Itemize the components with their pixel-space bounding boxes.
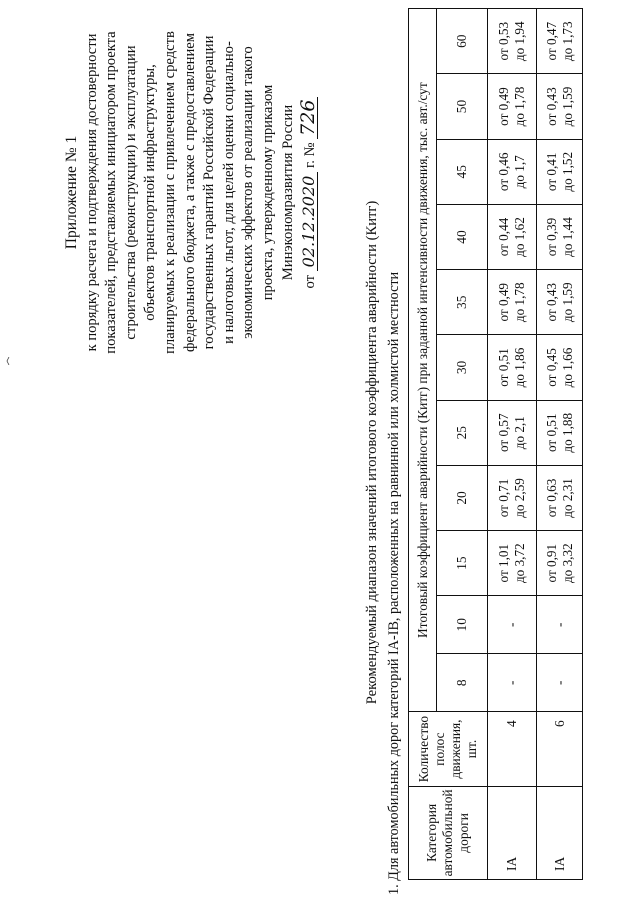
header-lanes: Количество полос движения, шт. xyxy=(409,712,488,787)
appendix-line: государственных гарантий Российской Федерации xyxy=(201,35,218,350)
coefficient-cell xyxy=(537,139,583,204)
intensity-header: 45 xyxy=(437,139,488,204)
range-to: до 1,88 xyxy=(559,412,575,453)
range-to: до 3,32 xyxy=(559,543,575,584)
appendix-line: показателей, представляемых инициатором проекта xyxy=(103,31,120,354)
appendix-line: к порядку расчета и подтверждения достоверности xyxy=(83,33,100,352)
range-from: от 0,43 xyxy=(543,282,559,322)
range-to: до 1,86 xyxy=(512,347,527,388)
coefficient-cell xyxy=(488,9,537,74)
coefficient-cell xyxy=(488,139,537,204)
order-reference xyxy=(297,97,321,289)
from-label: от xyxy=(302,274,319,289)
range-from: от 0,57 xyxy=(496,413,511,452)
range-to: до 3,72 xyxy=(512,543,527,584)
range-to: до 1,62 xyxy=(512,217,527,257)
intensity-header: 60 xyxy=(437,9,488,74)
intensity-header: 50 xyxy=(437,74,488,139)
intensity-header: 20 xyxy=(437,465,488,530)
appendix-line: экономических эффектов от реализации такого xyxy=(240,46,257,339)
row-category: IA xyxy=(488,786,537,879)
header-category: Категория автомобильной дороги xyxy=(409,786,488,879)
coefficient-cell xyxy=(537,400,583,465)
range-to: до 2,31 xyxy=(559,478,575,518)
range-from: от 0,45 xyxy=(543,348,559,387)
row-lanes: 4 xyxy=(488,712,537,787)
intensity-header: 8 xyxy=(437,654,488,712)
margin-mark xyxy=(6,357,10,365)
range-from: от 0,41 xyxy=(543,152,559,192)
coefficient-cell xyxy=(537,596,583,654)
range-to: до 1,66 xyxy=(559,347,575,388)
coefficient-cell xyxy=(537,335,583,400)
coefficient-cell xyxy=(537,465,583,530)
coefficient-cell xyxy=(537,9,583,74)
appendix-line: и налоговых льгот, для целей оценки социально- xyxy=(220,41,237,344)
appendix-line: проекта, утвержденному приказом xyxy=(259,84,276,301)
range-to: до 2,1 xyxy=(512,416,527,450)
row-category: IA xyxy=(537,786,583,879)
table-row xyxy=(488,9,537,880)
range-from: от 0,53 xyxy=(496,21,511,61)
table-row xyxy=(537,9,583,880)
coefficient-cell xyxy=(488,531,537,596)
coefficient-cell xyxy=(537,270,583,335)
intensity-header: 25 xyxy=(437,400,488,465)
coefficient-cell xyxy=(488,400,537,465)
handwritten-number: 726 xyxy=(300,97,318,139)
range-to: до 1,78 xyxy=(512,86,527,127)
range-to: до 2,59 xyxy=(512,478,527,518)
coefficient-table xyxy=(408,8,583,880)
range-to: до 1,7 xyxy=(512,155,527,189)
year-number-label: г. № xyxy=(302,142,319,169)
row-lanes: 6 xyxy=(537,712,583,787)
range-from: от 0,63 xyxy=(543,478,559,518)
range-from: от 0,51 xyxy=(543,413,559,452)
appendix-title: Приложение № 1 xyxy=(63,135,80,250)
value-line: - xyxy=(551,680,567,685)
coefficient-cell xyxy=(537,74,583,139)
range-from: от 0,43 xyxy=(543,87,559,126)
table-heading: Рекомендуемый диапазон значений итогового коэффициента аварийности (Китг) xyxy=(364,200,380,705)
table-subheading: 1. Для автомобильных дорог категорий IA-IB, расположенных на равнинной или холмистой местности xyxy=(386,271,402,895)
coefficient-cell xyxy=(537,531,583,596)
coefficient-cell xyxy=(537,204,583,269)
coefficient-cell xyxy=(488,335,537,400)
range-from: от 1,01 xyxy=(496,543,511,583)
intensity-header: 30 xyxy=(437,335,488,400)
appendix-block xyxy=(62,0,321,385)
range-from: от 0,44 xyxy=(496,217,511,257)
value-line: - xyxy=(504,680,519,685)
range-from: от 0,71 xyxy=(496,478,511,518)
range-from: от 0,46 xyxy=(496,152,511,192)
value-line: - xyxy=(504,622,519,627)
coefficient-cell xyxy=(488,204,537,269)
coefficient-cell xyxy=(488,465,537,530)
appendix-line: строительства (реконструкции) и эксплуатации xyxy=(122,45,139,340)
coefficient-cell xyxy=(537,654,583,712)
range-to: до 1,52 xyxy=(559,151,575,192)
range-to: до 1,59 xyxy=(559,282,575,323)
range-to: до 1,44 xyxy=(559,217,575,257)
range-from: от 0,91 xyxy=(543,543,559,583)
range-from: от 0,49 xyxy=(496,282,511,322)
coefficient-cell xyxy=(488,596,537,654)
range-to: до 1,78 xyxy=(512,282,527,323)
value-line: - xyxy=(551,622,567,627)
range-from: от 0,49 xyxy=(496,87,511,126)
appendix-line: объектов транспортной инфраструктуры, xyxy=(142,64,159,321)
range-to: до 1,94 xyxy=(512,21,527,62)
appendix-line: федерального бюджета, а также с предоставлением xyxy=(181,32,198,353)
range-to: до 1,73 xyxy=(559,21,575,62)
coefficient-cell xyxy=(488,270,537,335)
intensity-header: 10 xyxy=(437,596,488,654)
range-from: от 0,51 xyxy=(496,348,511,387)
range-from: от 0,47 xyxy=(543,21,559,61)
appendix-line: Минэкономразвития России xyxy=(279,104,296,281)
range-to: до 1,59 xyxy=(559,86,575,127)
appendix-line: планируемых к реализации с привлечением средств xyxy=(161,31,178,354)
intensity-header: 35 xyxy=(437,270,488,335)
handwritten-date: 02.12.2020 xyxy=(300,172,318,272)
coefficient-cell xyxy=(488,654,537,712)
intensity-header: 15 xyxy=(437,531,488,596)
header-coefficient: Итоговый коэффициент аварийности (Китг) при заданной интенсивности движения, тыс. авт./сут xyxy=(409,9,437,712)
intensity-header: 40 xyxy=(437,204,488,269)
range-from: от 0,39 xyxy=(543,217,559,257)
coefficient-cell xyxy=(488,74,537,139)
